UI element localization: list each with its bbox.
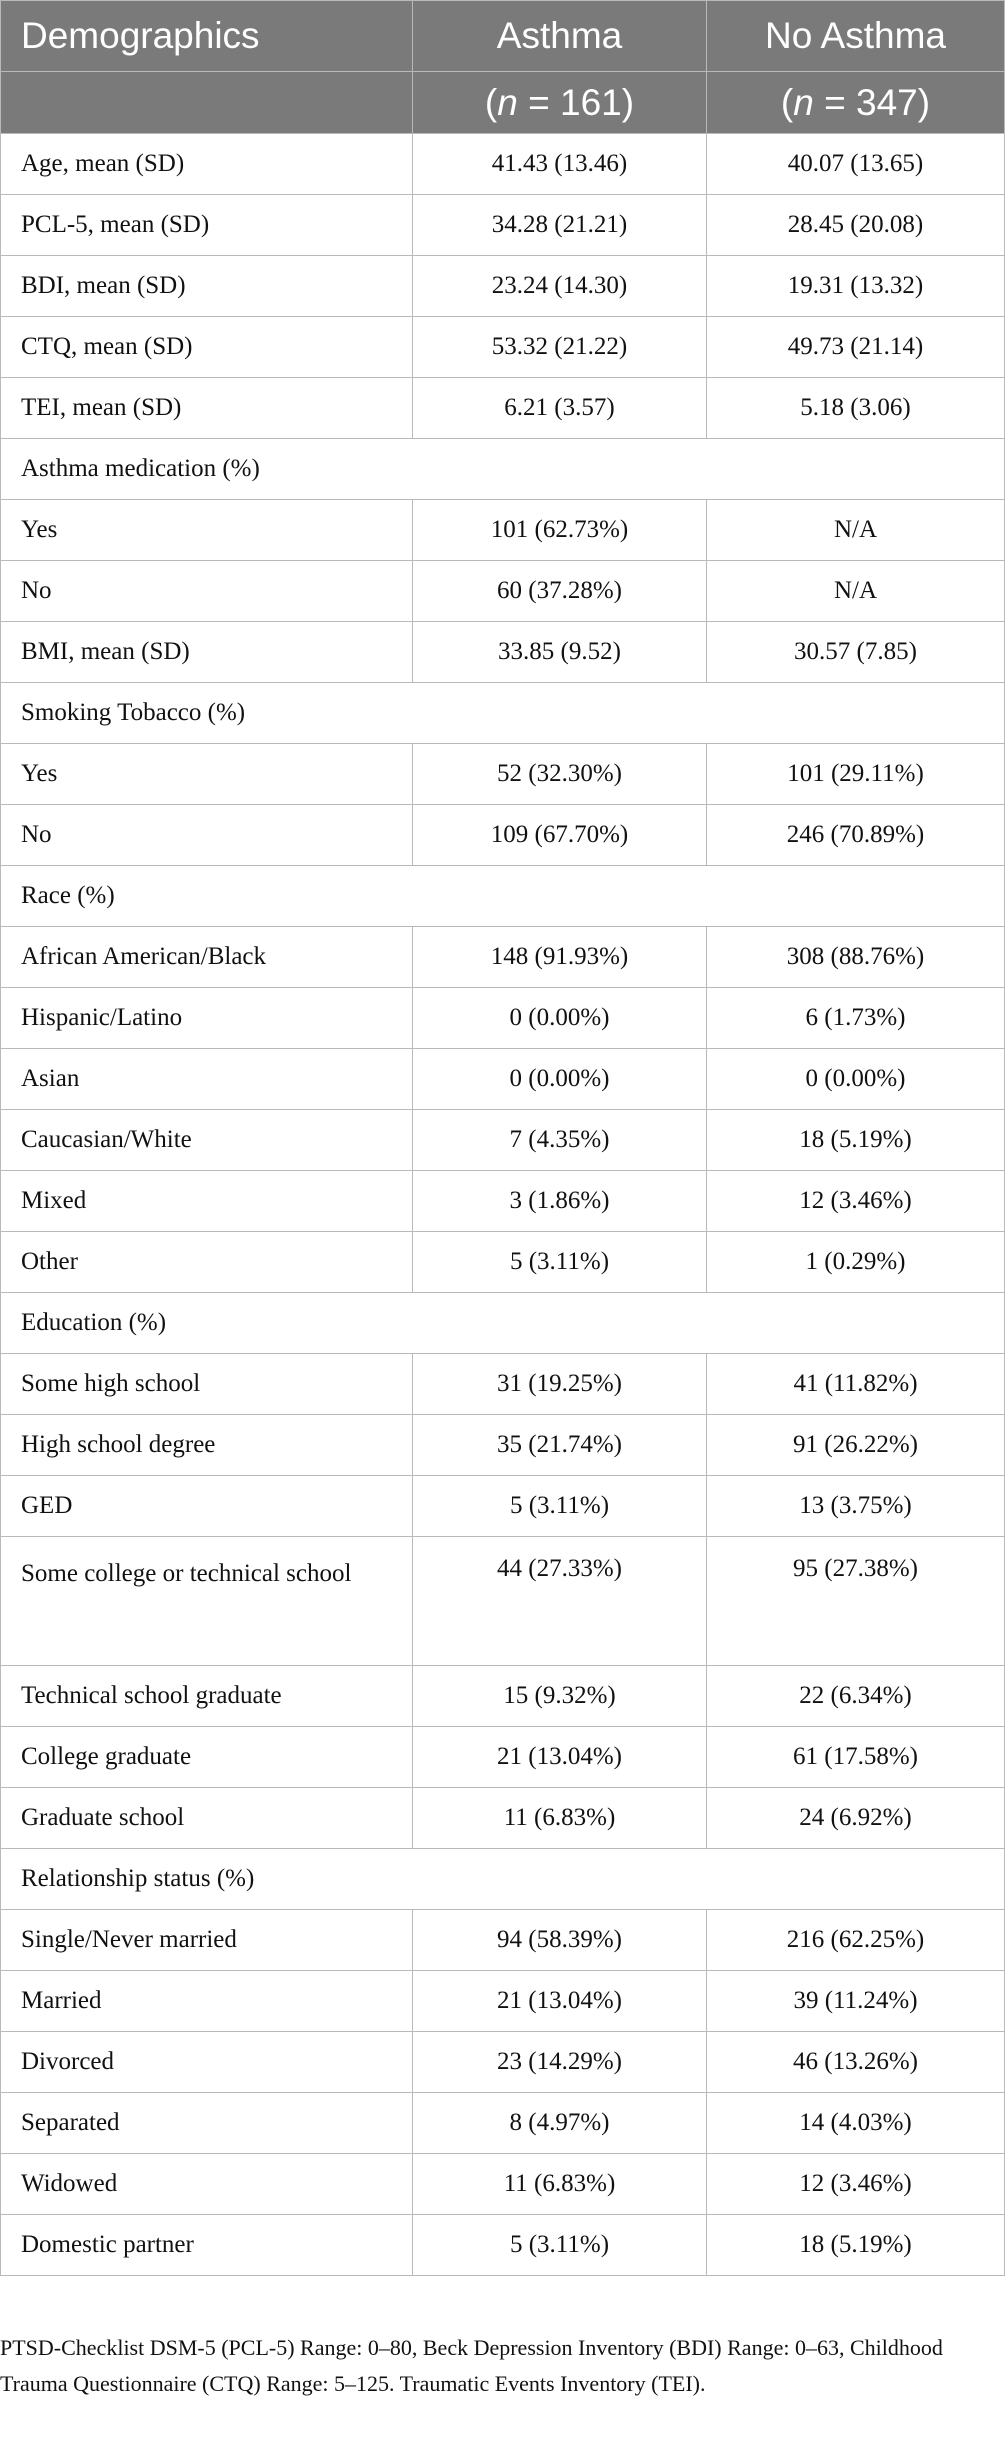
- no-asthma-value: 49.73 (21.14): [707, 317, 1005, 378]
- asthma-value: 7 (4.35%): [413, 1110, 707, 1171]
- table-row: [1, 561, 1005, 622]
- row-label: PCL-5, mean (SD): [1, 195, 413, 256]
- table-row: [1, 2093, 1005, 2154]
- n-label: n: [497, 81, 518, 123]
- asthma-value: 11 (6.83%): [413, 2154, 707, 2215]
- table-row: [1, 500, 1005, 561]
- row-label: Age, mean (SD): [1, 134, 413, 195]
- table-row: [1, 195, 1005, 256]
- asthma-value: 148 (91.93%): [413, 927, 707, 988]
- table-row: [1, 1971, 1005, 2032]
- asthma-value: 5 (3.11%): [413, 1476, 707, 1537]
- open-paren: (: [484, 81, 498, 123]
- table-row: [1, 622, 1005, 683]
- no-asthma-value: 19.31 (13.32): [707, 256, 1005, 317]
- open-paren: (: [780, 81, 794, 123]
- table-row: [1, 1415, 1005, 1476]
- no-asthma-value: 46 (13.26%): [707, 2032, 1005, 2093]
- row-label: African American/Black: [1, 927, 413, 988]
- asthma-value: 34.28 (21.21): [413, 195, 707, 256]
- no-asthma-value: 40.07 (13.65): [707, 134, 1005, 195]
- row-label: Other: [1, 1232, 413, 1293]
- no-asthma-value: 24 (6.92%): [707, 1788, 1005, 1849]
- no-asthma-value: 216 (62.25%): [707, 1910, 1005, 1971]
- header-no-asthma: No Asthma: [707, 1, 1005, 72]
- no-asthma-value: 1 (0.29%): [707, 1232, 1005, 1293]
- header-asthma-n: [413, 72, 707, 134]
- row-label: Yes: [1, 744, 413, 805]
- row-label: Single/Never married: [1, 1910, 413, 1971]
- section-label: Education (%): [1, 1293, 1005, 1354]
- asthma-value: 35 (21.74%): [413, 1415, 707, 1476]
- section-row: [1, 439, 1005, 500]
- header-demographics: Demographics: [1, 1, 413, 72]
- table-row: [1, 1232, 1005, 1293]
- table-row: [1, 1049, 1005, 1110]
- n-value: = 347): [824, 81, 931, 123]
- row-label: CTQ, mean (SD): [1, 317, 413, 378]
- row-label: No: [1, 805, 413, 866]
- section-label: Race (%): [1, 866, 1005, 927]
- no-asthma-value: 14 (4.03%): [707, 2093, 1005, 2154]
- no-asthma-value: 41 (11.82%): [707, 1354, 1005, 1415]
- section-label: Smoking Tobacco (%): [1, 683, 1005, 744]
- table-row: [1, 744, 1005, 805]
- table-footnote: PTSD-Checklist DSM-5 (PCL-5) Range: 0–80, Beck Depression Inventory (BDI) Range: 0–63, Childhood Trauma Questionnaire (CTQ) Range: 5–125. Traumatic Events Inventory (TEI).: [0, 2335, 943, 2396]
- no-asthma-value: 30.57 (7.85): [707, 622, 1005, 683]
- table-row: [1, 2154, 1005, 2215]
- asthma-value: 6.21 (3.57): [413, 378, 707, 439]
- row-label: Hispanic/Latino: [1, 988, 413, 1049]
- asthma-value: 101 (62.73%): [413, 500, 707, 561]
- table-row: [1, 988, 1005, 1049]
- no-asthma-value: 6 (1.73%): [707, 988, 1005, 1049]
- asthma-value: 11 (6.83%): [413, 1788, 707, 1849]
- no-asthma-value: 61 (17.58%): [707, 1727, 1005, 1788]
- row-label: Separated: [1, 2093, 413, 2154]
- header-row-titles: [1, 1, 1005, 72]
- table-body: [1, 134, 1005, 2276]
- n-value: = 161): [528, 81, 635, 123]
- header-empty-cell: [1, 72, 413, 134]
- no-asthma-value: 5.18 (3.06): [707, 378, 1005, 439]
- table-row: [1, 1666, 1005, 1727]
- table-row: [1, 805, 1005, 866]
- row-label: Asian: [1, 1049, 413, 1110]
- asthma-value: 31 (19.25%): [413, 1354, 707, 1415]
- header-asthma: Asthma: [413, 1, 707, 72]
- asthma-value: 109 (67.70%): [413, 805, 707, 866]
- row-label: Some college or technical school: [1, 1537, 413, 1666]
- row-label: College graduate: [1, 1727, 413, 1788]
- section-label: Relationship status (%): [1, 1849, 1005, 1910]
- row-label: Some high school: [1, 1354, 413, 1415]
- row-label: Domestic partner: [1, 2215, 413, 2276]
- table-row: [1, 1110, 1005, 1171]
- asthma-value: 41.43 (13.46): [413, 134, 707, 195]
- no-asthma-value: 95 (27.38%): [707, 1537, 1005, 1666]
- section-row: [1, 866, 1005, 927]
- no-asthma-value: 28.45 (20.08): [707, 195, 1005, 256]
- table-row: [1, 378, 1005, 439]
- table-row: [1, 1354, 1005, 1415]
- section-row: [1, 1293, 1005, 1354]
- asthma-value: 0 (0.00%): [413, 1049, 707, 1110]
- row-label: Yes: [1, 500, 413, 561]
- table-header: [1, 1, 1005, 134]
- row-label: Widowed: [1, 2154, 413, 2215]
- row-label: High school degree: [1, 1415, 413, 1476]
- no-asthma-value: 12 (3.46%): [707, 2154, 1005, 2215]
- header-row-counts: [1, 72, 1005, 134]
- no-asthma-value: 308 (88.76%): [707, 927, 1005, 988]
- asthma-value: 94 (58.39%): [413, 1910, 707, 1971]
- asthma-value: 0 (0.00%): [413, 988, 707, 1049]
- row-label: Divorced: [1, 2032, 413, 2093]
- row-label: TEI, mean (SD): [1, 378, 413, 439]
- asthma-value: 5 (3.11%): [413, 1232, 707, 1293]
- table-row: [1, 1537, 1005, 1666]
- no-asthma-value: 246 (70.89%): [707, 805, 1005, 866]
- row-label: GED: [1, 1476, 413, 1537]
- table-row: [1, 317, 1005, 378]
- no-asthma-value: 18 (5.19%): [707, 1110, 1005, 1171]
- no-asthma-value: 12 (3.46%): [707, 1171, 1005, 1232]
- no-asthma-value: N/A: [707, 561, 1005, 622]
- row-label: Technical school graduate: [1, 1666, 413, 1727]
- table-row: [1, 1476, 1005, 1537]
- asthma-value: 3 (1.86%): [413, 1171, 707, 1232]
- asthma-value: 44 (27.33%): [413, 1537, 707, 1666]
- asthma-value: 5 (3.11%): [413, 2215, 707, 2276]
- asthma-value: 8 (4.97%): [413, 2093, 707, 2154]
- row-label: BDI, mean (SD): [1, 256, 413, 317]
- no-asthma-value: 39 (11.24%): [707, 1971, 1005, 2032]
- row-label: Mixed: [1, 1171, 413, 1232]
- asthma-value: 52 (32.30%): [413, 744, 707, 805]
- asthma-value: 23.24 (14.30): [413, 256, 707, 317]
- no-asthma-value: N/A: [707, 500, 1005, 561]
- n-label: n: [793, 81, 814, 123]
- table-row: [1, 1910, 1005, 1971]
- section-label: Asthma medication (%): [1, 439, 1005, 500]
- no-asthma-value: 0 (0.00%): [707, 1049, 1005, 1110]
- no-asthma-value: 18 (5.19%): [707, 2215, 1005, 2276]
- table-row: [1, 1727, 1005, 1788]
- table-row: [1, 256, 1005, 317]
- table-row: [1, 927, 1005, 988]
- asthma-value: 21 (13.04%): [413, 1727, 707, 1788]
- asthma-value: 23 (14.29%): [413, 2032, 707, 2093]
- header-no-asthma-n: [707, 72, 1005, 134]
- asthma-value: 53.32 (21.22): [413, 317, 707, 378]
- row-label: Graduate school: [1, 1788, 413, 1849]
- table-row: [1, 1171, 1005, 1232]
- asthma-value: 15 (9.32%): [413, 1666, 707, 1727]
- row-label: Married: [1, 1971, 413, 2032]
- asthma-value: 33.85 (9.52): [413, 622, 707, 683]
- asthma-value: 21 (13.04%): [413, 1971, 707, 2032]
- no-asthma-value: 13 (3.75%): [707, 1476, 1005, 1537]
- no-asthma-value: 91 (26.22%): [707, 1415, 1005, 1476]
- table-row: [1, 2215, 1005, 2276]
- row-label: No: [1, 561, 413, 622]
- row-label: Caucasian/White: [1, 1110, 413, 1171]
- section-row: [1, 1849, 1005, 1910]
- table-row: [1, 2032, 1005, 2093]
- row-label: BMI, mean (SD): [1, 622, 413, 683]
- table-row: [1, 134, 1005, 195]
- asthma-value: 60 (37.28%): [413, 561, 707, 622]
- no-asthma-value: 22 (6.34%): [707, 1666, 1005, 1727]
- no-asthma-value: 101 (29.11%): [707, 744, 1005, 805]
- table-row: [1, 1788, 1005, 1849]
- section-row: [1, 683, 1005, 744]
